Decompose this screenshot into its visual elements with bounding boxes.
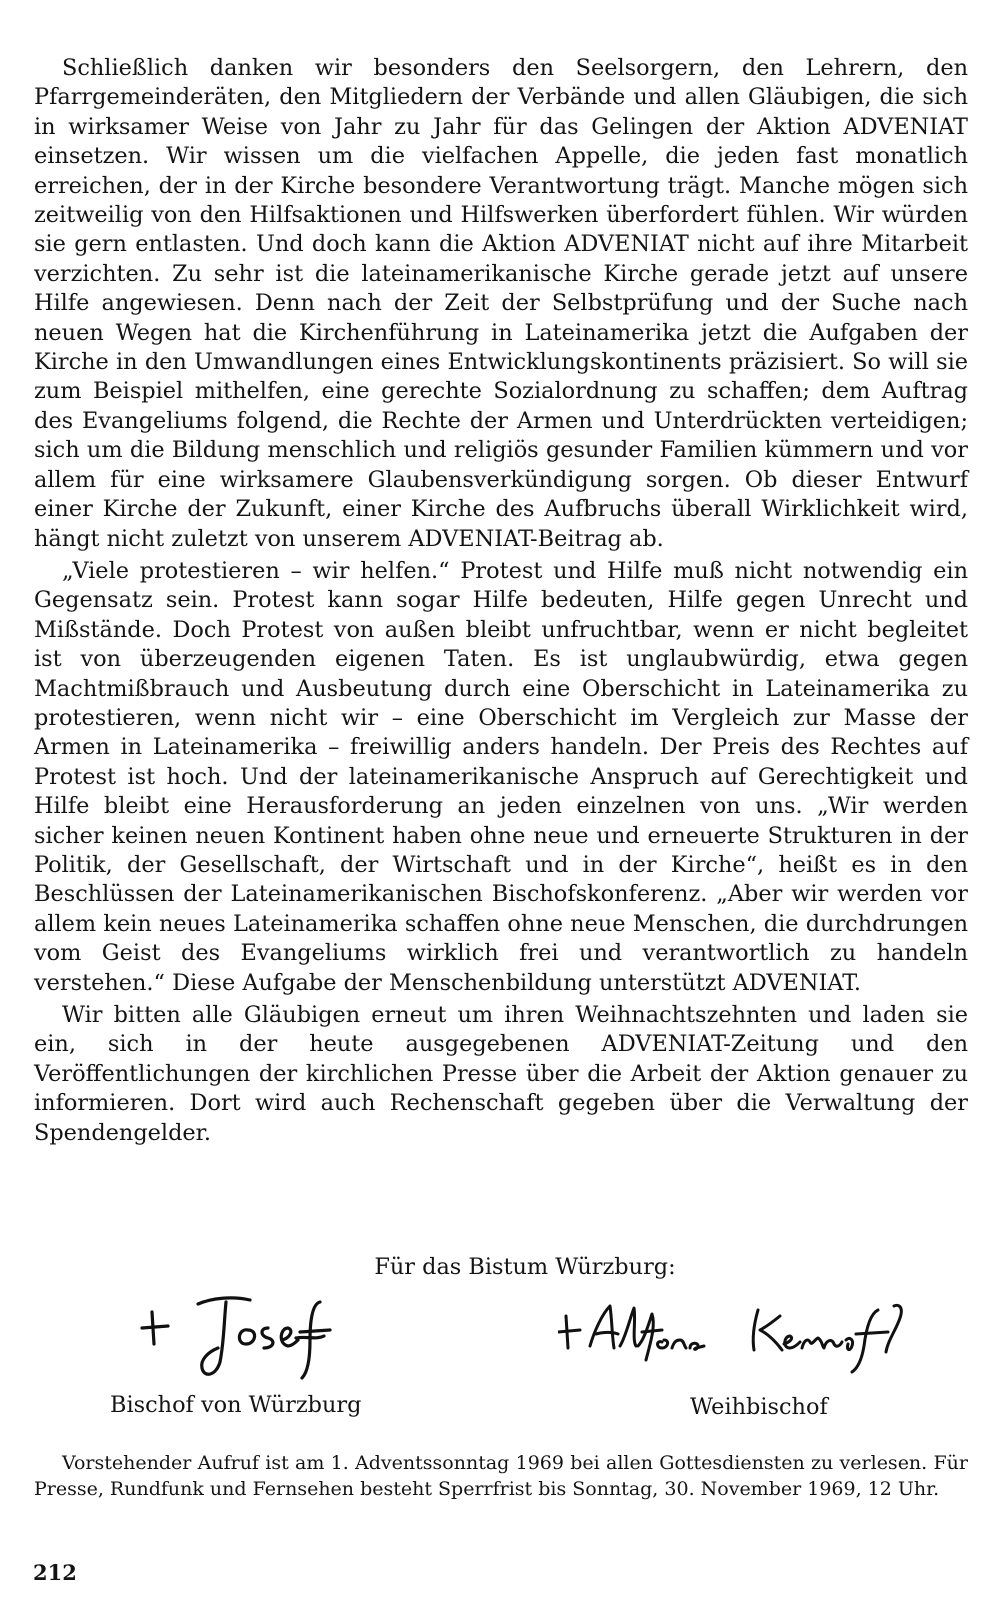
auxiliary-bishop-signature bbox=[558, 1296, 928, 1376]
body-text bbox=[34, 54, 968, 1148]
bishop-signature bbox=[140, 1282, 360, 1382]
paragraph-protest: „Viele protestieren – wir helfen.“ Protest und Hilfe muß nicht notwendig ein Gegensatz sein. Protest kann sogar Hilfe bedeuten, Hilfe gegen Unrecht und Mißstände. Doch Protest von außen bleibt unfruchtbar, wenn er nicht begleitet ist von überzeugenden eigenen Taten. Es ist unglaubwürdig, etwa gegen Machtmißbrauch und Ausbeutung durch eine Oberschicht in Lateinamerika zu protestieren, wenn nicht wir – eine Oberschicht im Vergleich zur Masse der Armen in Lateinamerika – freiwillig anders handeln. Der Preis des Rechtes auf Protest ist hoch. Und der lateinamerikanische Anspruch auf Gerechtigkeit und Hilfe bleibt eine Herausforderung an jeden einzelnen von uns. „Wir werden sicher keinen neuen Kontinent haben ohne neue und erneuerte Strukturen in der Politik, der Gesellschaft, der Wirtschaft und in der Kirche“, heißt es in den Beschlüssen der Lateinamerikanischen Bischofskonferenz. „Aber wir werden vor allem kein neues Lateinamerika schaffen ohne neue Menschen, die durchdrungen vom Geist des Evangeliums wirklich frei und verantwortlich zu handeln verstehen.“ Diese Aufgabe der Menschenbildung unterstützt ADVENIAT. bbox=[34, 557, 968, 996]
auxiliary-bishop-title: Weihbischof bbox=[690, 1394, 828, 1420]
page-number: 212 bbox=[33, 1560, 77, 1585]
diocese-line: Für das Bistum Würzburg: bbox=[374, 1254, 676, 1280]
paragraph-request: Wir bitten alle Gläubigen erneut um ihren Weihnachtszehnten und laden sie ein, sich in der heute ausgegebenen ADVENIAT-Zeitung und den Veröffentlichungen der kirchlichen Presse über die Arbeit der Aktion genauer zu informieren. Dort wird auch Rechenschaft gegeben über die Verwaltung der Spendengelder. bbox=[34, 1002, 968, 1146]
embargo-note: Vorstehender Aufruf ist am 1. Adventssonntag 1969 bei allen Gottesdiensten zu verlesen. Für Presse, Rundfunk und Fernsehen besteht Sperrfrist bis Sonntag, 30. November 1969, 12 Uhr. bbox=[34, 1452, 968, 1500]
bishop-title: Bischof von Würzburg bbox=[110, 1392, 362, 1418]
paragraph-thanks: Schließlich danken wir besonders den Seelsorgern, den Lehrern, den Pfarrgemeinderäten, den Mitgliedern der Verbände und allen Gläubigen, die sich in wirksamer Weise von Jahr zu Jahr für das Gelingen der Aktion ADVENIAT einsetzen. Wir wissen um die vielfachen Appelle, die jeden fast monatlich erreichen, der in der Kirche besondere Verantwortung trägt. Manche mögen sich zeitweilig von den Hilfsaktionen und Hilfswerken überfordert fühlen. Wir würden sie gern entlasten. Und doch kann die Aktion ADVENIAT nicht auf ihre Mitarbeit verzichten. Zu sehr ist die lateinamerikanische Kirche gerade jetzt auf unsere Hilfe angewiesen. Denn nach der Zeit der Selbstprüfung und der Suche nach neuen Wegen hat die Kirchenführung in Lateinamerika jetzt die Aufgaben der Kirche in den Umwandlungen eines Entwicklungskontinents präzisiert. So will sie zum Beispiel mithelfen, eine gerechte Sozialordnung zu schaffen; dem Auftrag des Evangeliums folgend, die Rechte der Armen und Unterdrückten verteidigen; sich um die Bildung menschlich und religiös gesunder Familien kümmern und vor allem für eine wirksamere Glaubensverkündigung sorgen. Ob dieser Entwurf einer Kirche der Zukunft, einer Kirche des Aufbruchs überall Wirklichkeit wird, hängt nicht zuletzt von unserem ADVENIAT-Beitrag ab. bbox=[34, 55, 968, 552]
